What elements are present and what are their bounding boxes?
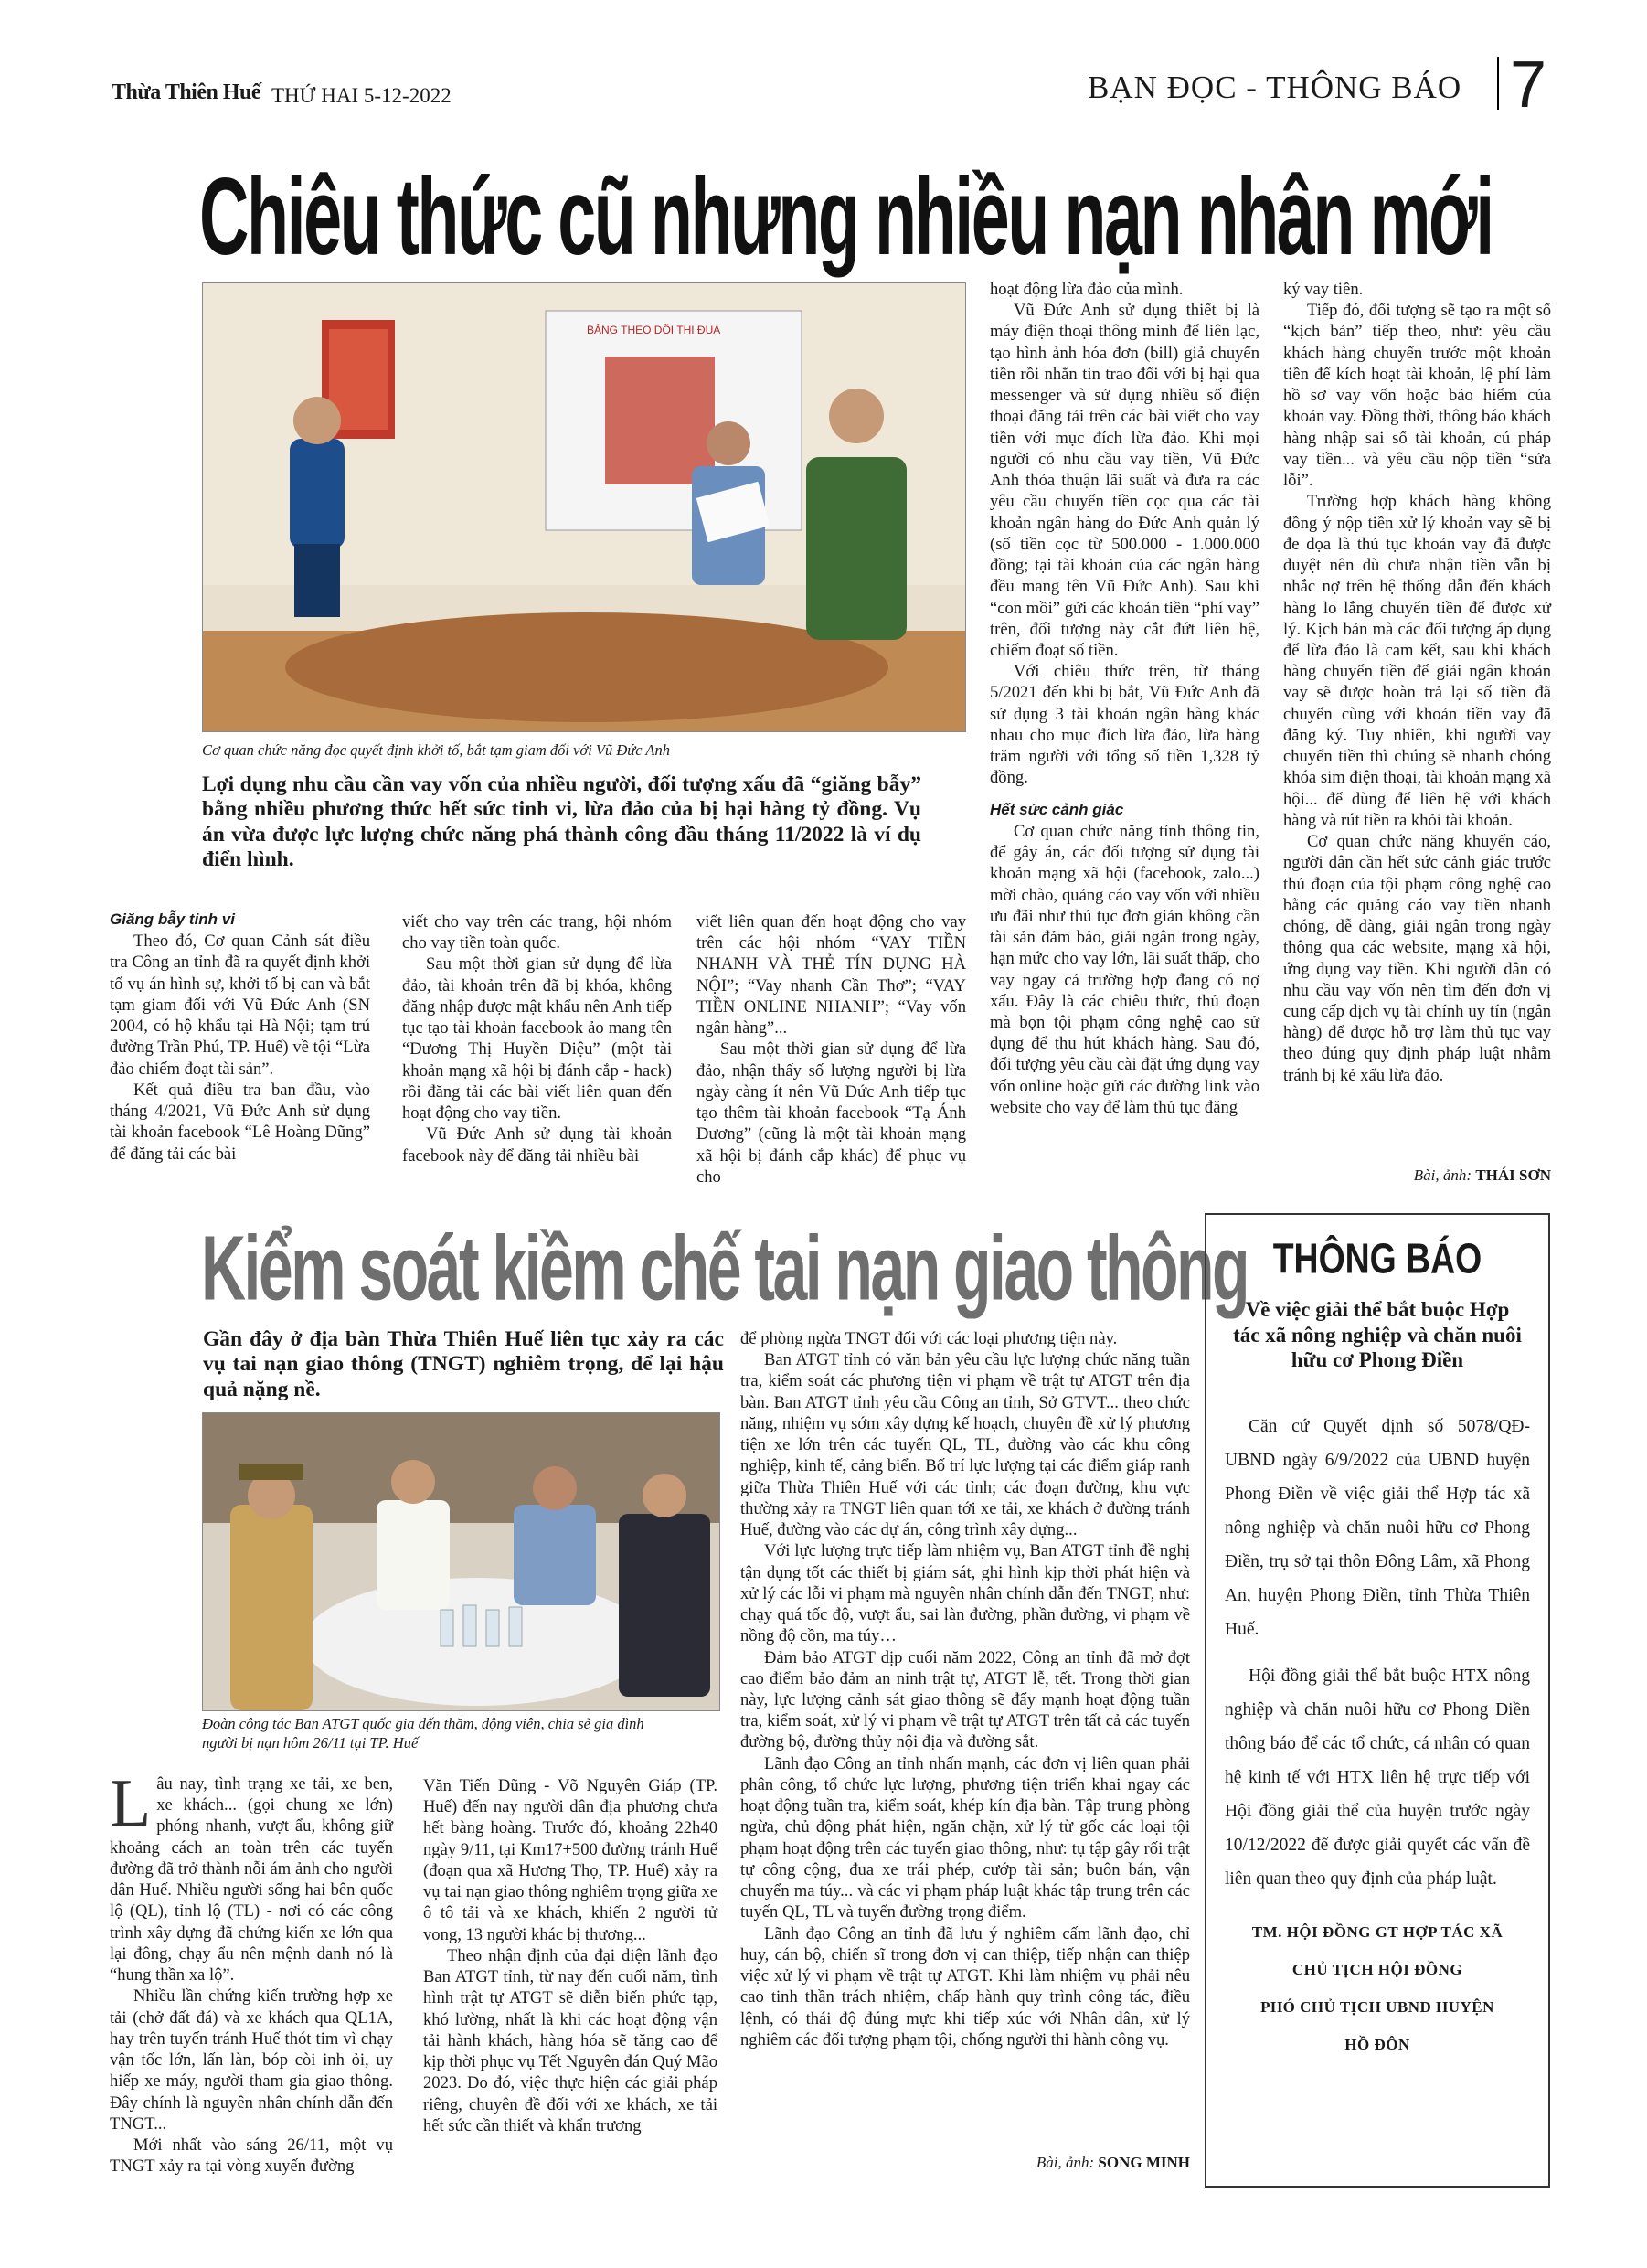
byline-prefix: Bài, ảnh: [1413,1166,1472,1184]
story2-photo [202,1412,720,1711]
story1-col1 [110,910,370,1165]
story1-byline [1283,1166,1551,1185]
paragraph: Tiếp đó, đối tượng sẽ tạo ra một số “kịch bản” tiếp theo, như: yêu cầu khách hàng chuyển trước một khoản tiền để kích hoạt tài khoản, lệ phí làm hồ sơ vay vốn hoặc bảo hiểm của khoản vay. Đồng thời, thông báo khách hàng nhập sai số tài khoản, cú pháp vay tiền... và yêu cầu nộp tiền “sửa lỗi”. [1283,301,1551,491]
paragraph [110,1766,393,1986]
paragraph: Theo đó, Cơ quan Cảnh sát điều tra Công an tỉnh đã ra quyết định khởi tố vụ án hình sự, khởi tố bị can và bắt tạm giam đối với Vũ Đức Anh (SN 2004, có hộ khẩu tại Hà Nội; tạm trú đường Trần Phú, TP. Huế) về tội “Lừa đảo chiếm đoạt tài sản”. [110,932,370,1079]
story2-col2 [423,1775,717,2136]
story2-lead: Gần đây ở địa bàn Thừa Thiên Huế liên tục xảy ra các vụ tai nạn giao thông (TNGT) nghiêm trọng, để lại hậu quả nặng nề. [203,1327,724,1401]
paragraph: Kết quả điều tra ban đầu, vào tháng 4/2021, Vũ Đức Anh sử dụng tài khoản facebook “Lê Hoàng Dũng” để đăng tải các bài [110,1080,370,1164]
story1-headline: Chiêu thức cũ nhưng nhiều nạn nhân mới [199,156,1493,278]
paragraph: viết cho vay trên các trang, hội nhóm cho vay tiền toàn quốc. [402,912,672,953]
paragraph: Sau một thời gian sử dụng để lừa đảo, tài khoản trên đã bị khóa, không đăng nhập được mật khẩu nên Anh tiếp tục tạo tài khoản facebook ảo mang tên “Dương Thị Huyền Diệu” (một tài khoản mạng xã hội bị đánh cắp - hack) rồi đăng tải các bài viết liên quan đến hoạt động cho vay tiền. [402,954,672,1123]
paragraph: Căn cứ Quyết định số 5078/QĐ-UBND ngày 6/9/2022 của UBND huyện Phong Điền về việc giải thể Hợp tác xã nông nghiệp và chăn nuôi hữu cơ Phong Điền, trụ sở tại thôn Đông Lâm, xã Phong An, huyện Phong Điền, tỉnh Thừa Thiên Huế. [1225,1416,1530,1640]
story2-headline: Kiểm soát kiềm chế tai nạn giao thông [201,1217,1248,1319]
round-table [303,1578,651,1706]
notice-signature [1206,1914,1548,2063]
paragraph: Nhiều lần chứng kiến trường hợp xe tải (chở đất đá) và xe khách qua QL1A, hay trên tuyến tránh Huế thót tim vì chạy vận tốc lớn, lấn làn, bóp còi inh ỏi, uy hiếp xe máy, người tham gia giao thông. Đây chính là nguyên nhân chính dẫn đến TNGT... [110,1986,393,2134]
paragraph: Cơ quan chức năng khuyến cáo, người dân cần hết sức cảnh giác trước thủ đoạn của tội phạm công nghệ cao bằng các quảng cáo vay tiền nhanh chóng, dễ dàng, giải ngân trong ngày thông qua các website, mạng xã hội, ứng dụng vay tiền. Khi người dân có nhu cầu vay vốn nên tìm đến đơn vị cung cấp dịch vụ tài chính uy tín (ngân hàng) để được hỗ trợ làm thủ tục vay theo đúng quy định pháp luật nhằm tránh bị kẻ xấu lừa đảo. [1283,832,1551,1085]
table [285,612,888,722]
official-figure [514,1505,596,1605]
story1-photo-caption: Cơ quan chức năng đọc quyết định khởi tố, bắt tạm giam đối với Vũ Đức Anh [202,741,670,759]
paragraph: Vũ Đức Anh sử dụng tài khoản facebook này để đăng tải nhiều bài [402,1124,672,1166]
paragraph: Lãnh đạo Công an tỉnh đã lưu ý nghiêm cấm lãnh đạo, chỉ huy, cán bộ, chiến sĩ trong đơn vị can thiệp, tiếp nhận can thiệp việc xử lý vi phạm về trật tự ATGT. Khi làm nhiệm vụ phải nêu cao tinh thần trách nhiệm, chấp hành quy trình công tác, điều lệnh, có thái độ đúng mực khi tiếp xúc với Nhân dân, xử lý nghiêm các đối tượng phạm tội, chống người thi hành công vụ. [740,1923,1190,2050]
story1-col4 [990,279,1259,1118]
page-number-divider [1497,57,1499,110]
story2-byline [740,2154,1190,2172]
signature-line: TM. HỘI ĐỒNG GT HỢP TÁC XÃ [1251,1923,1504,1942]
police-figure [806,457,907,640]
page-number: 7 [1510,48,1547,122]
issue-date: THỨ HAI 5-12-2022 [271,84,452,107]
story2-col3 [740,1328,1190,2050]
paragraph: để phòng ngừa TNGT đối với các loại phương tiện này. [740,1329,1118,1348]
paragraph: Văn Tiến Dũng - Võ Nguyên Giáp (TP. Huế) đến nay người dân địa phương chưa hết bàng hoàng. Trước đó, khoảng 22h40 ngày 9/11, tại Km17+500 đường tránh Huế (đoạn qua xã Hương Thọ, TP. Huế) xảy ra vụ tai nạn giao thông nghiêm trọng giữa xe ô tô tải và xe khách, khiến 2 người tử vong, 13 người khác bị thương... [423,1776,717,1944]
board-title: BẢNG THEO DÕI THI ĐUA [587,324,721,336]
paragraph: Với chiêu thức trên, từ tháng 5/2021 đến khi bị bắt, Vũ Đức Anh đã sử dụng 3 tài khoản ngân hàng khác nhau cho mục đích lừa đảo, lừa hàng trăm người với tổng số tiền 1,328 tỷ đồng. [990,662,1259,788]
suspect-figure [290,439,345,548]
newspaper-name: Thừa Thiên Huế [112,80,261,104]
drop-cap: L [110,1766,152,1841]
signature-line: CHỦ TỊCH HỘI ĐỒNG [1291,1961,1463,1979]
byline-author: SONG MINH [1098,2154,1190,2171]
story1-subhead-2: Hết sức cảnh giác [990,800,1124,818]
paragraph: Với lực lượng trực tiếp làm nhiệm vụ, Ban ATGT tỉnh đề nghị tận dụng tốt các thiết bị giám sát, ghi hình kịp thời phát hiện và xử lý các lỗi vi phạm mà nguyên nhân chính dẫn đến TNGT, như: chạy quá tốc độ, vượt ẩu, sai làn đường, phần đường, vi phạm về nồng độ cồn, ma túy… [740,1541,1190,1646]
paragraph: Trường hợp khách hàng không đồng ý nộp tiền xử lý khoản vay sẽ bị đe dọa là thủ tục khoản vay đã được duyệt nên dù chưa nhận tiền vẫn bị nhắc nợ trên hệ thống dẫn đến khách hàng lo lắng chuyển tiền để được xử lý. Kịch bản mà các đối tượng áp dụng để lừa đảo là cam kết, sau khi khách hàng chuyển tiền để giải ngân khoản vay sẽ được hoàn trả lại số tiền đã chuyển cùng với khoản tiền vay đã đăng ký. Tuy nhiên, khi người vay chuyển tiền thì chúng sẽ nhanh chóng khóa sim điện thoại, tài khoản mạng xã hội... để dùng để liên hệ với khách hàng và rút tiền ra khỏi tài khoản. [1283,492,1551,830]
guest-figure [619,1514,710,1697]
byline-prefix: Bài, ảnh: [1036,2154,1095,2171]
paragraph: Vũ Đức Anh sử dụng thiết bị là máy điện thoại thông minh để liên lạc, tạo hình ảnh hóa đơn (bill) giả chuyển tiền rồi nhắn tin trao đổi với bị hại qua messenger và sử dụng nhiều số điện thoại đăng tải trên các bài viết cho vay tiền với mục đích lừa đảo. Khi mọi người có nhu cầu vay tiền, Vũ Đức Anh thỏa thuận lãi suất và đưa ra các yêu cầu chuyển tiền cọc qua các tài khoản ngân hàng do Đức Anh quản lý (số tiền cọc từ 500.000 - 1.000.000 đồng; tại tài khoản của các ngân hàng đều mang tên Vũ Đức Anh). Sau khi “con mồi” gửi các khoản tiền “phí vay” trên, đối tượng này cắt đứt liên hệ, chiếm đoạt số tiền. [990,301,1259,660]
paragraph: Hội đồng giải thể bắt buộc HTX nông nghiệp và chăn nuôi hữu cơ Phong Điền thông báo để các tổ chức, cá nhân có quan hệ kinh tế với HTX liên hệ trực tiếp với Hội đồng giải thể của huyện trước ngày 10/12/2022 để được giải quyết các vấn đề liên quan theo quy định của pháp luật. [1225,1666,1530,1890]
story2-col1 [110,1766,393,2177]
story1-col3 [696,911,966,1187]
paragraph: Sau một thời gian sử dụng để lừa đảo, nhận thấy số lượng người bị lừa ngày càng ít nên Vũ Đức Anh tiếp tục tạo thêm tài khoản facebook “Tạ Ánh Dương” (cũng là một tài khoản mạng xã hội bị đánh cắp khác) để phục vụ cho [696,1039,966,1187]
paragraph-text: âu nay, tình trạng xe tải, xe ben, xe khách... (gọi chung xe lớn) phóng nhanh, vượt ẩu, không giữ khoảng cách an toàn trên các tuyến đường đã trở thành nỗi ám ảnh cho người dân Huế. Nhiều người sống hai bên quốc lộ (QL), tỉnh lộ (TL) - nơi có các công trình xây dựng đã chứng kiến xe lớn qua lại đông, chạy ẩu nên mệnh danh nó là “hung thần xa lộ”. [110,1774,393,1986]
paragraph: ký vay tiền. [1283,280,1364,299]
story1-photo [202,282,966,732]
story1-subhead-1: Giăng bẫy tinh vi [110,910,235,928]
story2-photo-illustration [203,1413,719,1710]
paragraph: Cơ quan chức năng tỉnh thông tin, để gây án, các đối tượng sử dụng tài khoản mạng xã hội (facebook, zalo...) mời chào, quảng cáo vay vốn với nhiều ưu đãi như thủ tục đơn giản không cần tài sản đảm bảo, giải ngân trong ngày, hạn mức cho vay lớn, lãi suất thấp, cho vay ngay cả trường hợp đang có nợ xấu. Đây là các chiêu thức, thủ đoạn mà bọn tội phạm công nghệ cao sử dụng để thu hút khách hàng. Sau đó, đối tượng yêu cầu cài đặt ứng dụng vay vốn online hoặc gửi các đường link vào website cho vay để làm thủ tục đăng [990,821,1259,1117]
byline-author: THÁI SƠN [1475,1166,1551,1184]
signature-line: PHÓ CHỦ TỊCH UBND HUYỆN [1260,1998,1494,2017]
notice-subtitle: Về việc giải thể bắt buộc Hợp tác xã nông nghiệp và chăn nuôi hữu cơ Phong Điền [1233,1298,1522,1372]
story1-lead: Lợi dụng nhu cầu cần vay vốn của nhiều người, đối tượng xấu đã “giăng bẫy” bằng nhiều phương thức hết sức tinh vi, lừa đảo của bị hại hàng tỷ đồng. Vụ án vừa được lực lượng chức năng phá thành công đầu tháng 11/2022 là ví dụ điển hình. [202,772,921,872]
notice-box [1205,1213,1550,2188]
signature-name: HỒ ĐÔN [1344,2035,1410,2053]
story2-photo-caption: Đoàn công tác Ban ATGT quốc gia đến thăm, động viên, chia sẻ gia đình người bị nạn hôm 26/11 tại TP. Huế [202,1715,644,1752]
notice-title: THÔNG BÁO [1272,1235,1482,1283]
paragraph: Theo nhận định của đại diện lãnh đạo Ban ATGT tỉnh, từ nay đến cuối năm, tình hình trật tự ATGT sẽ diễn biến phức tạp, khó lường, nhất là khi các hoạt động vận tải hành khách, hàng hóa sẽ tăng cao để kịp thời phục vụ Tết Nguyên đán Quý Mão 2023. Do đó, việc thực hiện các giải pháp riêng, chuyên đề đối với xe khách, xe tải hết sức cần thiết và khẩn trương [423,1945,717,2135]
section-title: BẠN ĐỌC - THÔNG BÁO [1088,69,1462,105]
paragraph: hoạt động lừa đảo của mình. [990,280,1184,299]
paragraph: Ban ATGT tỉnh có văn bản yêu cầu lực lượng chức năng tuần tra, kiểm soát các phương tiện vi phạm về trật tự ATGT trên địa bàn. Ban ATGT tỉnh yêu cầu Công an tỉnh, Sở GTVT... theo chức năng, nhiệm vụ sớm xây dựng kế hoạch, chuyên đề xử lý phương tiện xe lớn trên các tuyến QL, TL, đường vào các khu công nghiệp, kinh tế, cảng biển. Bố trí lực lượng tại các điểm giáp ranh giữa Thừa Thiên Huế với các tỉnh; các đoạn đường, khu vực thường xảy ra TNGT liên quan tới xe tải, xe khách ở đường tránh Huế, đường vào các dự án, công trình xây dựng... [740,1350,1190,1540]
officer-figure [230,1505,313,1710]
paragraph: Lãnh đạo Công an tỉnh nhấn mạnh, các đơn vị liên quan phải phân công, tổ chức lực lượng, phương tiện triển khai ngay các hoạt động tuần tra, kiểm soát, khép kín địa bàn. Tập trung phòng ngừa, chủ động phát hiện, ngăn chặn, xử lý từ gốc các loại tội phạm hoạt động trên các tuyến giao thông, như: tụ tập gây rối trật tự công cộng, đua xe trái phép, cướp tài sản; buôn bán, vận chuyển ma túy... và các vi phạm pháp luật khác tập trung trên các tuyến QL, TL và tuyến đường trọng điểm. [740,1753,1190,1922]
paragraph: Đảm bảo ATGT dịp cuối năm 2022, Công an tỉnh đã mở đợt cao điểm bảo đảm an ninh trật tự, ATGT lễ, tết. Trong thời gian này, lực lượng cảnh sát giao thông sẽ đẩy mạnh hoạt động tuần tra, kiểm soát, xử lý vi phạm về trật tự ATGT trên tất cả các tuyến đường bộ, đường thủy nội địa và đường sắt. [740,1647,1190,1752]
paragraph: viết liên quan đến hoạt động cho vay trên các hội nhóm “VAY TIỀN NHANH VÀ THẺ TÍN DỤNG HÀ NỘI”; “Vay nhanh Cần Thơ”; “VAY TIỀN ONLINE NHANH”; “Vay vốn ngân hàng”... [696,912,966,1038]
story1-col5 [1283,279,1551,1086]
story1-photo-illustration [203,283,965,731]
story1-col2 [402,911,672,1166]
paragraph: Mới nhất vào sáng 26/11, một vụ TNGT xảy ra tại vòng xuyến đường [110,2135,393,2177]
elder-figure [377,1500,450,1610]
notice-body [1225,1410,1530,1897]
